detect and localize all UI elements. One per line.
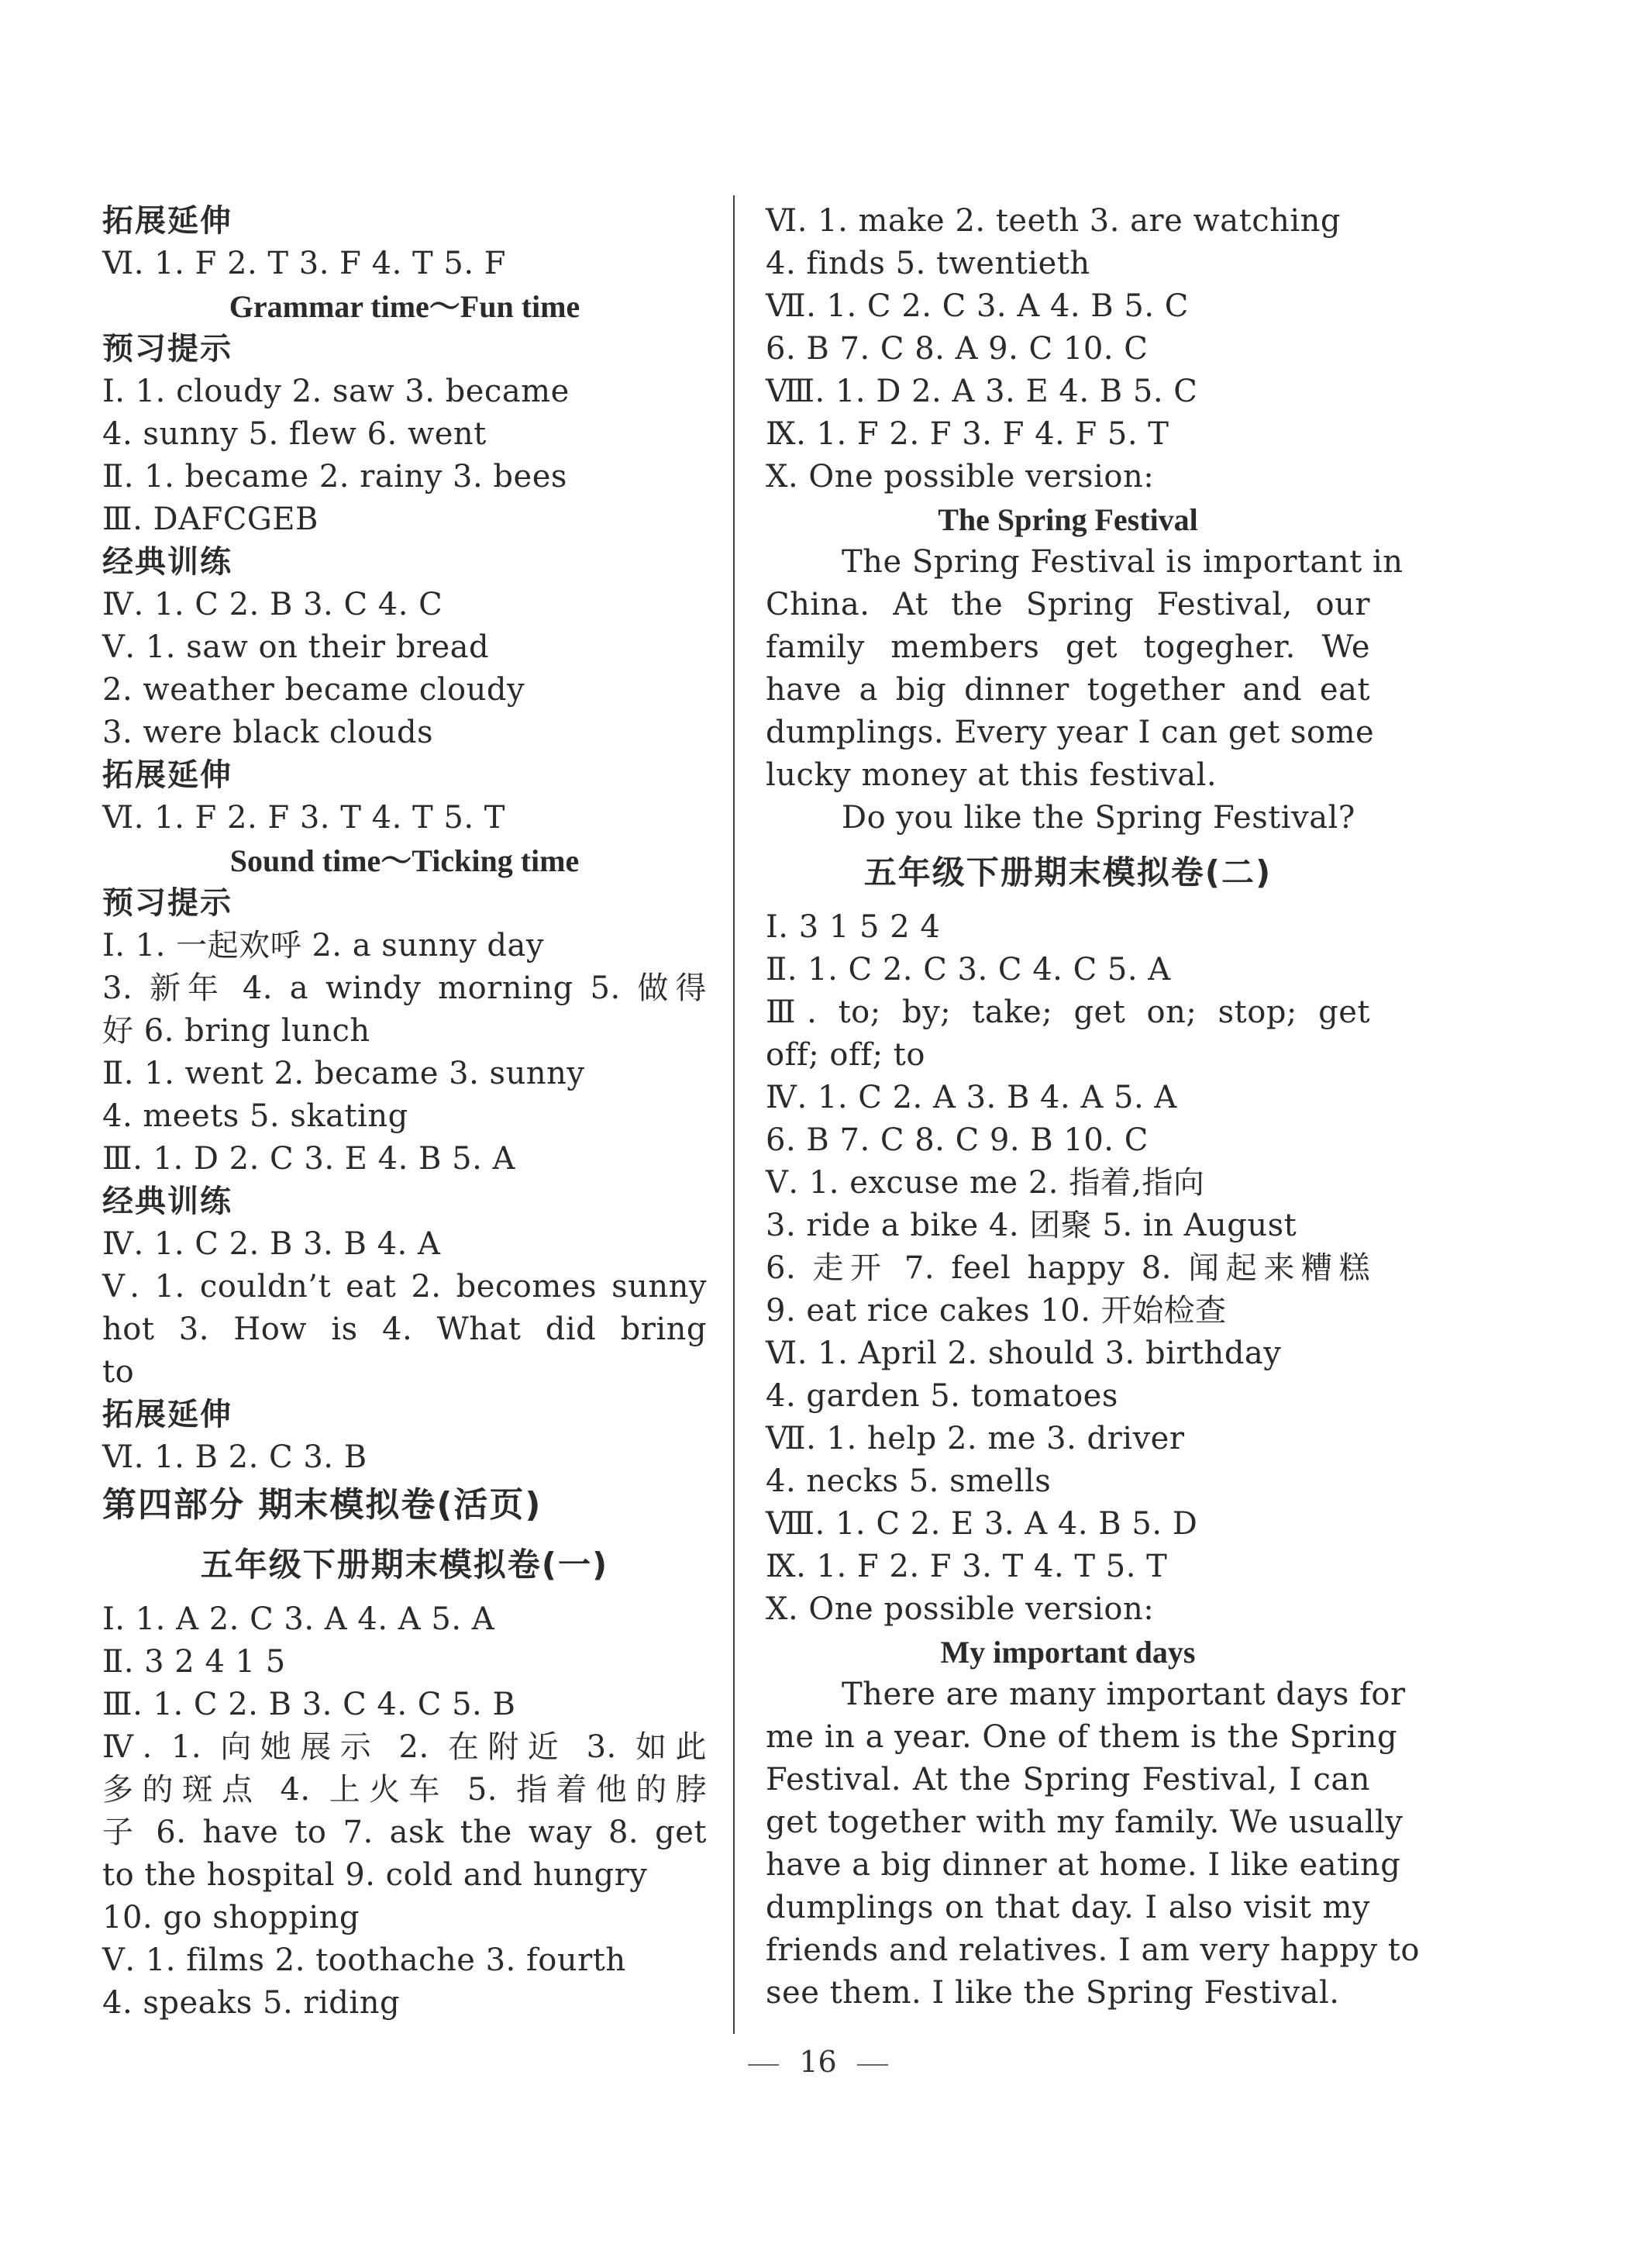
answer-line: 10. go shopping (102, 1900, 360, 1935)
answer-line: get together with my family. We usually (766, 1804, 1404, 1840)
answer-line: have a big dinner at home. I like eating (766, 1847, 1401, 1883)
footer-dash-left (748, 2064, 779, 2066)
answer-line: Ⅱ. 1. went 2. became 3. sunny (102, 1056, 585, 1091)
answer-line: Ⅹ. One possible version: (766, 1591, 1155, 1627)
answer-line: Ⅲ. DAFCGEB (102, 502, 319, 537)
footer-dash-right (857, 2064, 888, 2066)
answer-line: Ⅸ. 1. F 2. F 3. T 4. T 5. T (766, 1549, 1168, 1584)
section-heading: 预习提示 (102, 331, 232, 367)
answer-line: Ⅵ. 1. make 2. teeth 3. are watching (766, 203, 1342, 239)
column-divider (733, 195, 735, 2034)
answer-line: Ⅴ. 1. couldn’t eat 2. becomes sunny (102, 1269, 707, 1305)
answer-line: Ⅴ. 1. excuse me 2. 指着,指向 (766, 1165, 1205, 1201)
answer-line: dumplings. Every year I can get some (766, 715, 1375, 750)
answer-line: Ⅲ. 1. D 2. C 3. E 4. B 5. A (102, 1141, 515, 1177)
section-heading: 拓展延伸 (102, 1397, 232, 1432)
answer-line: off; off; to (766, 1037, 925, 1073)
answer-line: friends and relatives. I am very happy to (766, 1932, 1420, 1968)
answer-line: 多的斑点 4. 上火车 5. 指着他的脖 (102, 1772, 707, 1808)
answer-line: dumplings on that day. I also visit my (766, 1890, 1370, 1925)
answer-line: Ⅷ. 1. D 2. A 3. E 4. B 5. C (766, 374, 1198, 409)
page-number: 16 (799, 2045, 837, 2079)
answer-line: Ⅳ. 1. C 2. B 3. C 4. C (102, 587, 443, 622)
answer-line: Ⅳ. 1. 向她展示 2. 在附近 3. 如此 (102, 1729, 707, 1765)
answer-line: Ⅱ. 3 2 4 1 5 (102, 1644, 286, 1680)
page-number-footer (0, 2045, 1636, 2079)
answer-line: The Spring Festival is important in (842, 544, 1404, 580)
answer-line: Ⅲ. 1. C 2. B 3. C 4. C 5. B (102, 1687, 516, 1722)
answer-line: 4. garden 5. tomatoes (766, 1378, 1118, 1414)
exam-title: 五年级下册期末模拟卷(二) (863, 853, 1273, 891)
answer-line: China. At the Spring Festival, our (766, 587, 1370, 622)
answer-line: Ⅵ. 1. F 2. F 3. T 4. T 5. T (102, 800, 505, 836)
answer-line: to the hospital 9. cold and hungry (102, 1857, 648, 1893)
answer-line: Ⅴ. 1. films 2. toothache 3. fourth (102, 1942, 626, 1978)
answer-line: 9. eat rice cakes 10. 开始检查 (766, 1293, 1227, 1329)
part-heading: 第四部分 期末模拟卷(活页) (102, 1485, 542, 1525)
answer-line: 4. speaks 5. riding (102, 1985, 401, 2021)
answer-line: family members get togegher. We (766, 629, 1370, 665)
section-heading: 经典训练 (102, 1184, 232, 1219)
answer-line: Ⅸ. 1. F 2. F 3. F 4. F 5. T (766, 416, 1169, 452)
answer-line: Ⅰ. 1. A 2. C 3. A 4. A 5. A (102, 1601, 495, 1637)
answer-line: Ⅴ. 1. saw on their bread (102, 629, 490, 665)
answer-line: 子 6. have to 7. ask the way 8. get (102, 1815, 707, 1850)
answer-line: 3. ride a bike 4. 团聚 5. in August (766, 1208, 1297, 1243)
section-heading: 拓展延伸 (102, 203, 232, 239)
answer-line: Ⅲ. to; by; take; get on; stop; get (766, 994, 1370, 1030)
subsection-heading: Grammar time～Fun time (229, 289, 580, 324)
answer-line: Ⅱ. 1. became 2. rainy 3. bees (102, 459, 567, 495)
answer-line: Ⅹ. One possible version: (766, 459, 1155, 495)
answer-line: Ⅵ. 1. F 2. T 3. F 4. T 5. F (102, 246, 507, 281)
section-heading: 预习提示 (102, 885, 232, 921)
answer-line: Ⅷ. 1. C 2. E 3. A 4. B 5. D (766, 1506, 1198, 1542)
left-column (102, 200, 707, 2025)
answer-line: Ⅵ. 1. April 2. should 3. birthday (766, 1336, 1282, 1371)
answer-line: There are many important days for (842, 1677, 1406, 1712)
subsection-heading: My important days (940, 1635, 1196, 1670)
answer-line: have a big dinner together and eat (766, 672, 1370, 708)
answer-line: Ⅳ. 1. C 2. A 3. B 4. A 5. A (766, 1080, 1177, 1115)
answer-line: Do you like the Spring Festival? (842, 800, 1355, 836)
answer-line: Ⅱ. 1. C 2. C 3. C 4. C 5. A (766, 952, 1171, 988)
answer-line: me in a year. One of them is the Spring (766, 1719, 1398, 1755)
subsection-heading: Sound time～Ticking time (229, 843, 580, 878)
answer-line: Ⅵ. 1. B 2. C 3. B (102, 1439, 367, 1475)
answer-line: 好 6. bring lunch (102, 1013, 370, 1049)
answer-line: Ⅳ. 1. C 2. B 3. B 4. A (102, 1226, 441, 1262)
answer-line: Ⅶ. 1. C 2. C 3. A 4. B 5. C (766, 288, 1189, 324)
answer-line: 3. were black clouds (102, 715, 434, 750)
answer-line: to (102, 1354, 135, 1390)
answer-line: see them. I like the Spring Festival. (766, 1975, 1340, 2011)
answer-line: 6. 走开 7. feel happy 8. 闻起来糟糕 (766, 1250, 1370, 1286)
answer-line: Ⅶ. 1. help 2. me 3. driver (766, 1421, 1185, 1456)
answer-line: lucky money at this festival. (766, 757, 1218, 793)
answer-line: Ⅰ. 1. 一起欢呼 2. a sunny day (102, 928, 544, 963)
answer-line: Ⅰ. 3 1 5 2 4 (766, 909, 941, 945)
answer-line: hot 3. How is 4. What did bring (102, 1312, 707, 1347)
answer-line: 6. B 7. C 8. C 9. B 10. C (766, 1122, 1149, 1158)
subsection-heading: The Spring Festival (938, 502, 1198, 537)
answer-line: 6. B 7. C 8. A 9. C 10. C (766, 331, 1149, 367)
section-heading: 经典训练 (102, 544, 232, 580)
section-heading: 拓展延伸 (102, 757, 232, 793)
answer-line: Festival. At the Spring Festival, I can (766, 1762, 1370, 1798)
answer-line: 2. weather became cloudy (102, 672, 525, 708)
answer-line: 4. finds 5. twentieth (766, 246, 1090, 281)
answer-line: 4. meets 5. skating (102, 1098, 408, 1134)
answer-line: Ⅰ. 1. cloudy 2. saw 3. became (102, 374, 570, 409)
exam-title: 五年级下册期末模拟卷(一) (200, 1546, 609, 1584)
answer-line: 4. sunny 5. flew 6. went (102, 416, 487, 452)
right-column (766, 200, 1420, 2015)
answer-line: 3. 新年 4. a windy morning 5. 做得 (102, 970, 707, 1006)
answer-line: 4. necks 5. smells (766, 1463, 1052, 1499)
